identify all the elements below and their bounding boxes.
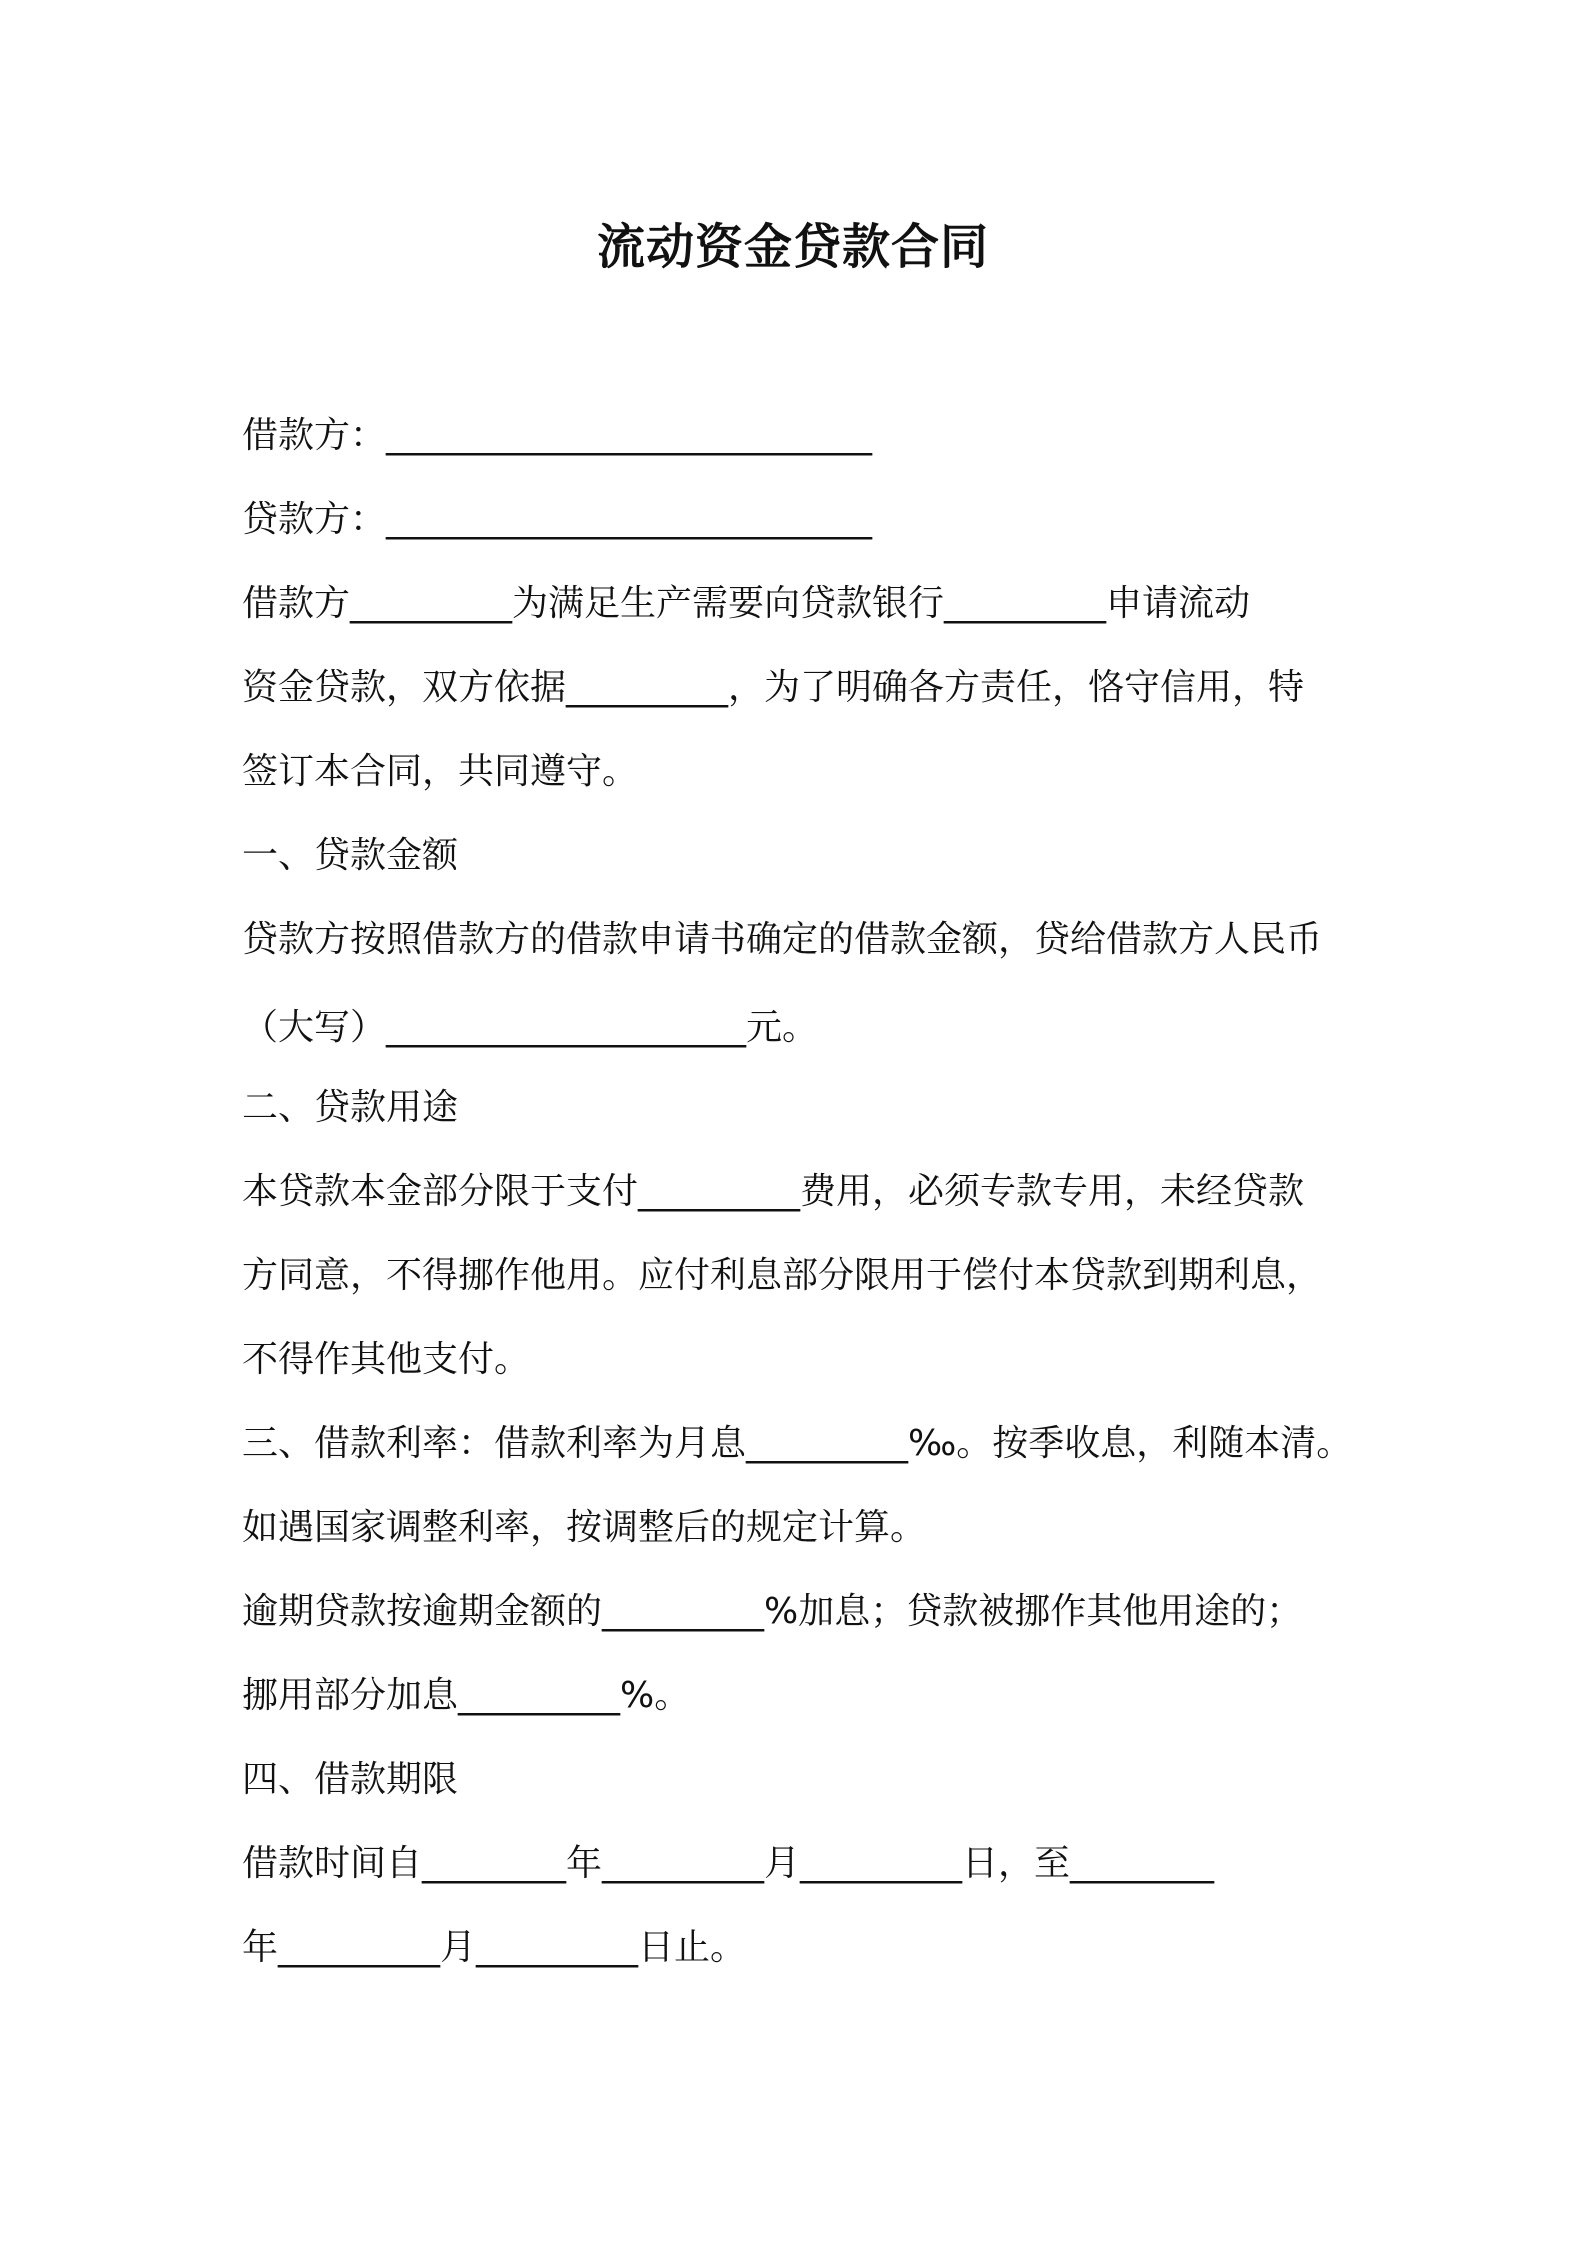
interest-rate-line-1: 三、借款利率：借款利率为月息_________‰。按季收息，利随本清。: [242, 1423, 1353, 1464]
preamble-line-2: 资金贷款，双方依据_________，为了明确各方责任，恪守信用，特: [242, 667, 1305, 708]
amount-line-1: 贷款方按照借款方的借款申请书确定的借款金额，贷给借款方人民币: [242, 919, 1323, 960]
amount-line-2: （大写）____________________元。: [242, 1007, 819, 1048]
term-line-2: 年_________月_________日止。: [242, 1927, 747, 1968]
purpose-line-2: 方同意，不得挪作他用。应付利息部分限用于偿付本贷款到期利息，: [242, 1255, 1323, 1296]
section-heading-amount: 一、贷款金额: [242, 835, 459, 876]
borrower-line: 借款方：___________________________: [242, 415, 873, 456]
interest-rate-line-2: 如遇国家调整利率，按调整后的规定计算。: [242, 1507, 927, 1548]
purpose-line-1: 本贷款本金部分限于支付_________费用，必须专款专用，未经贷款: [242, 1171, 1305, 1212]
overdue-line-2: 挪用部分加息_________%。: [242, 1675, 691, 1716]
term-line-1: 借款时间自________年_________月_________日，至________: [242, 1843, 1215, 1884]
section-heading-term: 四、借款期限: [242, 1759, 459, 1800]
section-heading-purpose: 二、贷款用途: [242, 1087, 459, 1128]
lender-line: 贷款方：___________________________: [242, 499, 873, 540]
preamble-line-3: 签订本合同，共同遵守。: [242, 751, 639, 792]
overdue-line-1: 逾期贷款按逾期金额的_________%加息；贷款被挪作其他用途的；: [242, 1591, 1303, 1632]
document-title: 流动资金贷款合同: [596, 219, 989, 275]
purpose-line-3: 不得作其他支付。: [242, 1339, 531, 1380]
preamble-line-1: 借款方_________为满足生产需要向贷款银行_________申请流动: [242, 583, 1251, 624]
